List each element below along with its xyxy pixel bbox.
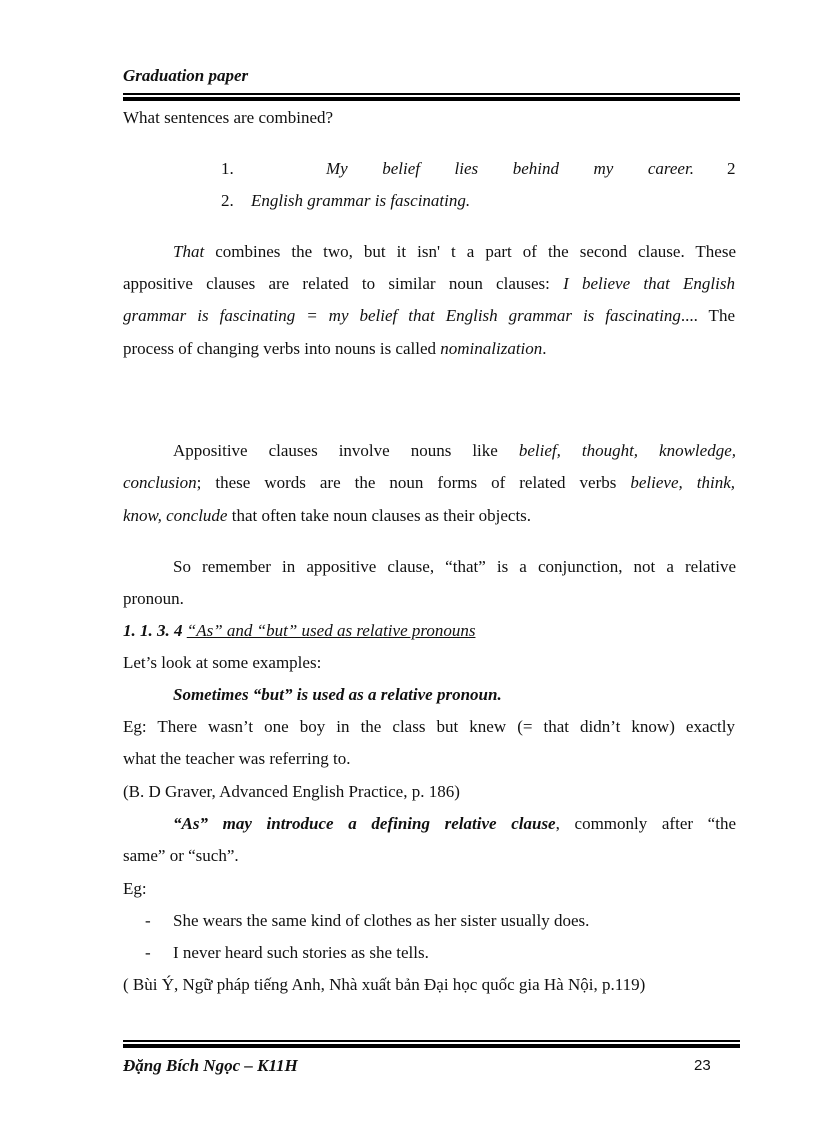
paragraph-2-line: conclusion; these words are the noun forms of related verbs believe, think, [123,473,735,492]
item-1-trailing-number: 2 [727,159,736,178]
paragraph-1-line: That combines the two, but it isn' t a part of the second clause. These [173,242,736,261]
as-paragraph-line: same” or “such”. [123,846,239,865]
item-2-text: English grammar is fascinating. [251,191,471,210]
item-1-word: behind [512,159,559,178]
paragraph-2-line: Appositive clauses involve nouns like belief, thought, knowledge, [173,441,736,460]
item-1-word: my [593,159,614,178]
bullet-mark: - [145,943,151,962]
section-heading: 1. 1. 3. 4 “As” and “but” used as relative pronouns [123,621,476,640]
footer-rule-thin [123,1040,740,1042]
citation-2: ( Bùi Ý, Ngữ pháp tiếng Anh, Nhà xuất bản Đại học quốc gia Hà Nội, p.119) [123,975,646,994]
item-1-word: lies [454,159,479,178]
item-1-word: belief [382,159,421,178]
citation-1: (B. D Graver, Advanced English Practice, p. 186) [123,782,460,801]
paragraph-3-line: So remember in appositive clause, “that” is a conjunction, not a relative [173,557,736,576]
example-1-line: what the teacher was referring to. [123,749,351,768]
item-1-text [326,158,694,180]
running-header: Graduation paper [123,66,249,85]
paragraph-2-line: know, conclude that often take noun clauses as their objects. [123,506,532,525]
examples-intro: Let’s look at some examples: [123,653,322,672]
header-rule-thick [123,97,740,101]
but-heading: Sometimes “but” is used as a relative pronoun. [173,685,502,704]
item-1-word: My [326,159,348,178]
paragraph-1-line: grammar is fascinating = my belief that English grammar is fascinating.... The [123,306,735,325]
example-1-line: Eg: There wasn’t one boy in the class but knew (= that didn’t know) exactly [123,717,735,736]
paragraph-1-line: appositive clauses are related to similar noun clauses: I believe that English [123,274,735,293]
bullet-mark: - [145,911,151,930]
item-1-number: 1. [221,159,234,178]
page-number: 23 [694,1057,711,1074]
paragraph-1-line: process of changing verbs into nouns is called nominalization. [123,339,547,358]
paragraph-3-line: pronoun. [123,589,184,608]
footer-author: Đặng Bích Ngọc – K11H [123,1056,298,1075]
bullet-item: She wears the same kind of clothes as her sister usually does. [173,911,590,930]
footer-rule-thick [123,1044,740,1048]
as-paragraph-line: “As” may introduce a defining relative clause, commonly after “the [173,814,736,833]
item-2-number: 2. [221,191,234,210]
eg-label: Eg: [123,879,147,898]
bullet-item: I never heard such stories as she tells. [173,943,429,962]
item-1-word: career. [647,159,694,178]
header-rule-thin [123,93,740,95]
question-line: What sentences are combined? [123,108,334,127]
